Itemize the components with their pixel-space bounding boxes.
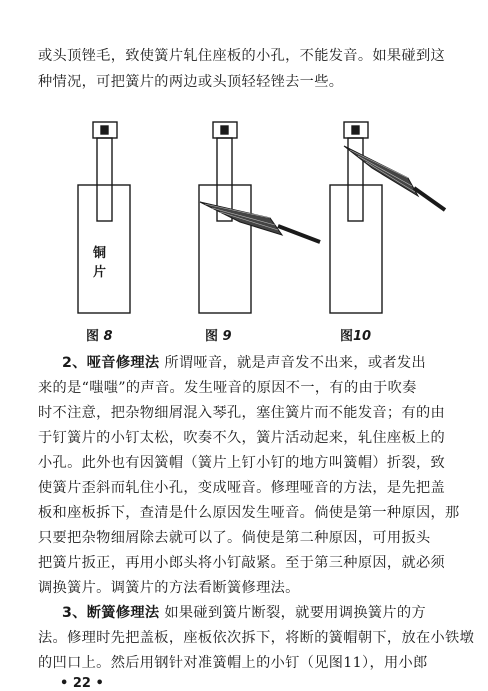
figure-9-caption: 图 9 xyxy=(205,329,232,344)
text-line: 的凹口上。然后用钢针对准簧帽上的小钉（见图11），用小郎 xyxy=(38,655,428,671)
text-line: 种情况，可把簧片的两边或头顶轻轻锉去一些。 xyxy=(38,74,344,90)
figure-8-caption: 图 8 xyxy=(86,329,113,344)
text-line: 小孔。此外也有因簧帽（簧片上钉小钉的地方叫簧帽）折裂，致 xyxy=(38,455,446,471)
text-line: 使簧片歪斜而轧住小孔，变成哑音。修理哑音的方法，是先把盖 xyxy=(38,480,446,496)
page-number: • 22 • xyxy=(60,676,104,691)
text-line: 调换簧片。调簧片的方法看断簧修理法。 xyxy=(38,580,300,596)
text-line: 法。修理时先把盖板，座板依次拆下，将断的簧帽朝下，放在小铁墩 xyxy=(38,630,475,646)
figure-10-file-tool xyxy=(344,146,445,210)
text-line: 或头顶锉毛，致使簧片轧住座板的小孔，不能发音。如果碰到这 xyxy=(38,48,446,64)
section-3-heading: 3、断簧修理法 xyxy=(62,605,160,621)
text-line: 板和座板拆下，查清是什么原因发生哑音。倘使是第一种原因，那 xyxy=(38,505,460,521)
figure-illustrations xyxy=(0,110,488,340)
text-line: 来的是“嗤嗤”的声音。发生哑音的原因不一，有的由于吹奏 xyxy=(38,380,417,396)
figure-8-label: 铜 xyxy=(93,246,107,261)
text-line: 只要把杂物细屑除去就可以了。倘使是第二种原因，可用扳头 xyxy=(38,530,431,546)
text-line: 把簧片扳正，再用小郎头将小钉敲紧。至于第三种原因，就必须 xyxy=(38,555,446,571)
text-line: 于钉簧片的小钉太松，吹奏不久，簧片活动起来，轧住座板上的 xyxy=(38,430,446,446)
figure-8-label-2: 片 xyxy=(93,265,107,280)
text-line: 时不注意，把杂物细屑混入琴孔，塞住簧片而不能发音；有的由 xyxy=(38,405,446,421)
figure-10-caption: 图10 xyxy=(340,329,372,344)
figure-10-reed xyxy=(330,122,382,313)
section-3-first-line: 3、断簧修理法 如果碰到簧片断裂，就要用调换簧片的方 xyxy=(62,605,427,621)
section-2-heading: 2、哑音修理法 xyxy=(62,355,160,371)
section-2-first-line: 2、哑音修理法 所谓哑音，就是声音发不出来，或者发出 xyxy=(62,355,427,371)
figure-8-reed xyxy=(78,122,130,313)
figure-9-file-tool xyxy=(200,202,320,242)
